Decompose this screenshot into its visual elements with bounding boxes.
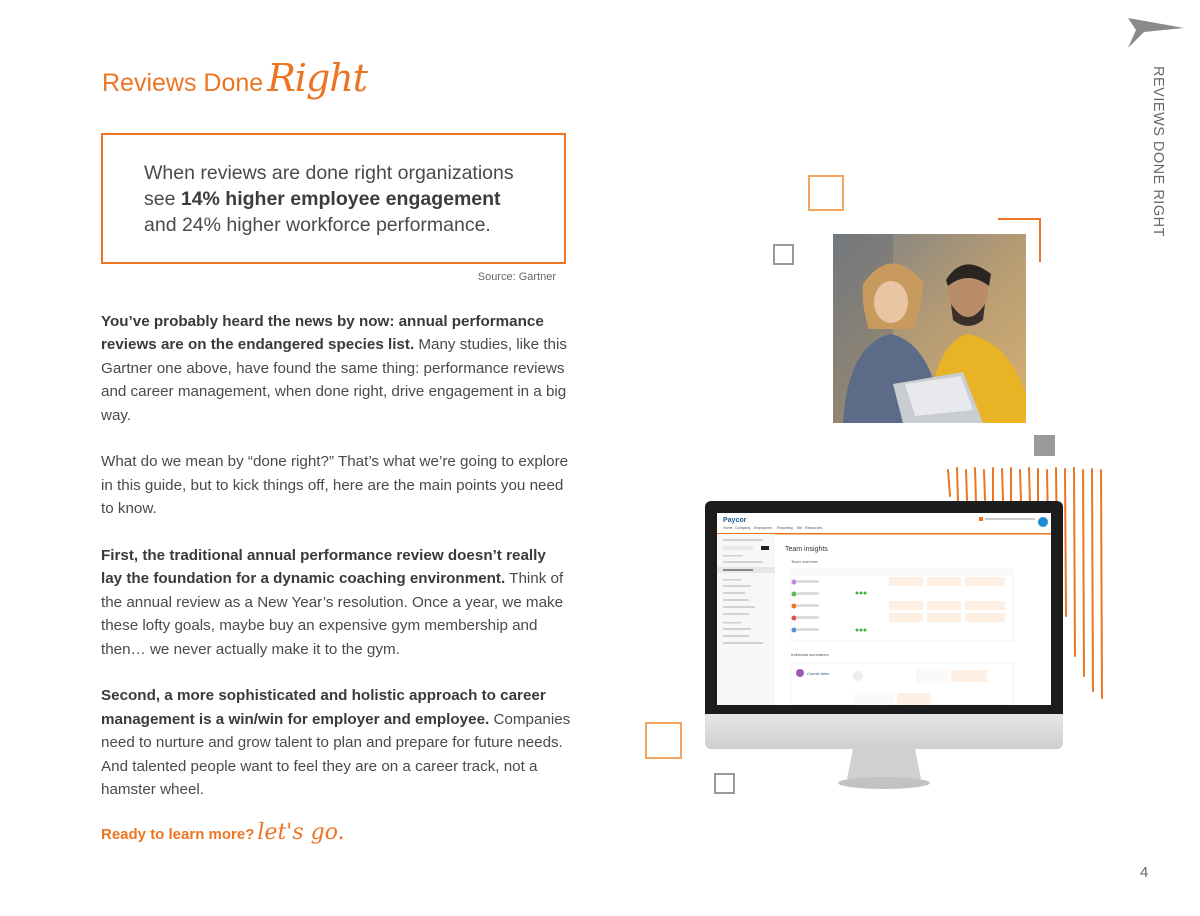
callout-line1: When reviews are done right organizations	[144, 162, 514, 184]
colleagues-photo	[833, 234, 1026, 423]
nav-resources[interactable]: Resources	[805, 526, 823, 530]
paragraph-4-rest: Companies need to nurture and grow talent to plan and prepare for future needs. And talented people want to feel they are on a career track, not a hamster wheel.	[101, 710, 571, 799]
decorative-orange-square-lower	[645, 722, 682, 759]
arrow-logo-icon	[1126, 18, 1184, 48]
decorative-grey-filled-square	[1034, 435, 1055, 456]
monitor-stand	[823, 749, 945, 789]
screen-person: Connie Allen	[807, 671, 830, 676]
callout-line2-bold: 14% higher employee engagement	[180, 188, 501, 210]
paragraph-1-bold: You’ve probably heard the news by now: annual performance reviews are on the endangered species list.	[101, 313, 544, 354]
paragraph-3-bold: First, the traditional annual performance review doesn’t really lay the foundation for a dynamic coaching environment.	[101, 547, 546, 588]
paragraph-4-bold: Second, a more sophisticated and holistic approach to career management is a win/win for employer and employee.	[101, 687, 546, 728]
app-brand: Paycor	[723, 517, 747, 524]
stat-callout	[101, 133, 566, 264]
nav-me[interactable]: Me	[797, 526, 802, 530]
section-side-label: REVIEWS DONE RIGHT	[1150, 66, 1166, 237]
paragraph-2: What do we mean by “done right?” That’s what we’re going to explore in this guide, but to kick things off, here are the main points you need to know.	[101, 453, 569, 518]
monitor-mockup	[705, 501, 1063, 789]
title-script: Right	[267, 56, 368, 100]
page-title	[102, 56, 367, 106]
monitor-bezel	[705, 501, 1063, 714]
paragraph-1-rest: Many studies, like this Gartner one above, have found the same thing: performance reviews and career management, when done right, drive engagement in a big way.	[101, 336, 567, 424]
cta-script: let's go.	[257, 820, 345, 845]
app-screen	[717, 513, 1051, 705]
screen-section1: Team overview	[791, 559, 818, 564]
decorative-grey-square	[773, 244, 794, 265]
cta-text: Ready to learn more?	[101, 826, 255, 843]
paragraph-3-rest: Think of the annual review as a New Year’s resolution. Once a year, we make these lofty goals, maybe buy an expensive gym membership and then… we never actually make it to the gym.	[101, 570, 564, 658]
decorative-orange-square	[808, 175, 844, 211]
nav-employees[interactable]: Employees	[754, 526, 772, 530]
callout-line2-pre: see	[144, 188, 181, 210]
nav-reporting[interactable]: Reporting	[777, 526, 793, 530]
call-to-action	[101, 820, 345, 845]
title-main: Reviews Done	[102, 69, 264, 97]
nav-home[interactable]: Home	[723, 526, 733, 530]
paragraph-3	[101, 544, 571, 661]
body-text	[101, 310, 571, 825]
nav-company[interactable]: Company	[735, 526, 751, 530]
callout-line3: and 24% higher workforce performance.	[144, 214, 491, 236]
paragraph-1	[101, 310, 571, 427]
page-number: 4	[1140, 864, 1149, 881]
paragraph-4	[101, 684, 571, 801]
screen-section2: Individual summaries	[791, 652, 829, 657]
screen-page-title: Team insights	[785, 546, 828, 553]
source-note: Source: Gartner	[477, 271, 556, 283]
monitor-chin	[705, 714, 1063, 749]
